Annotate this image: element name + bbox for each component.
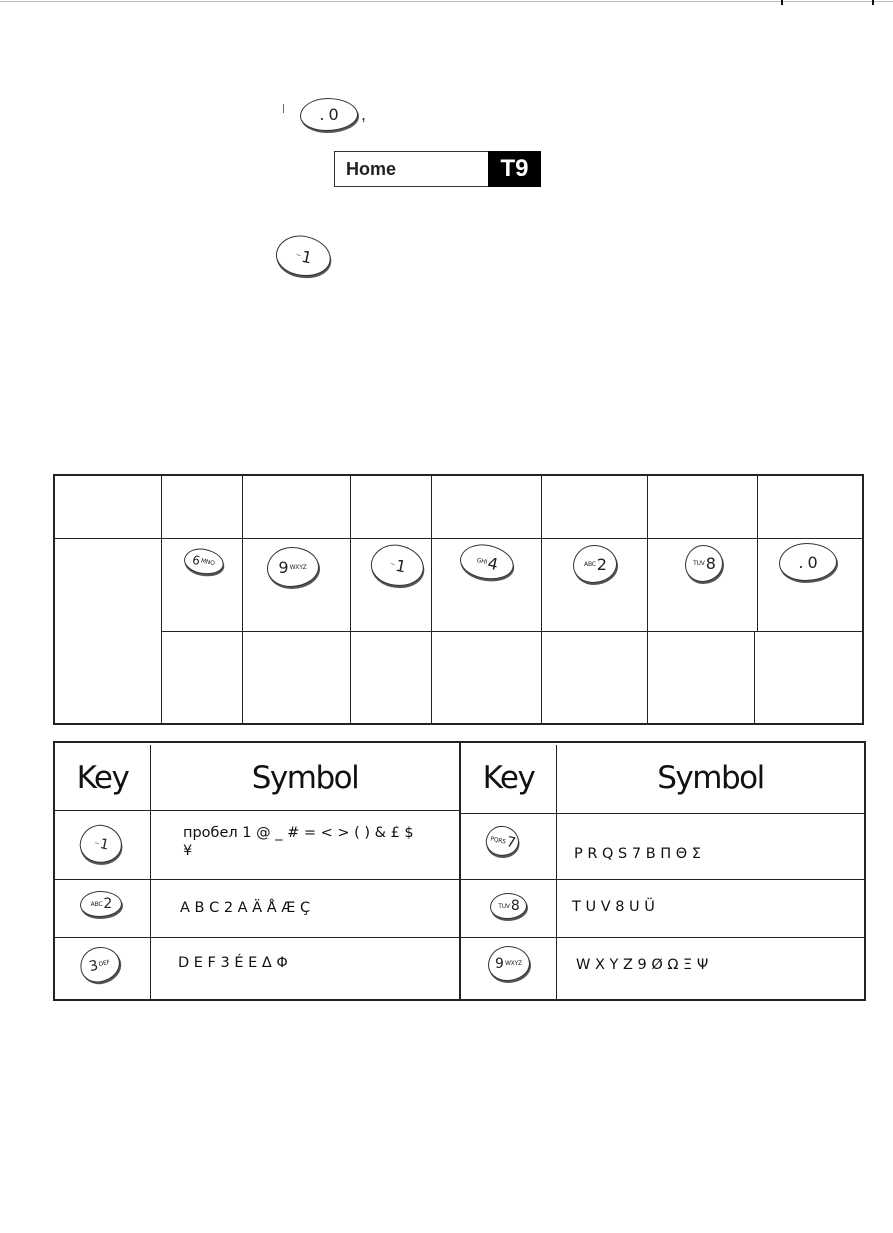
t9-input-bar (334, 151, 541, 187)
grid-col-line (350, 474, 351, 724)
key-main-label: 2 (103, 896, 113, 912)
key-2-icon (573, 545, 617, 583)
key-main-label: 8 (705, 554, 716, 573)
symbols-key-9: W X Y Z 9 Ø Ω Ξ Ψ (576, 957, 709, 973)
key-4-icon (457, 540, 517, 584)
table-key-9-icon (488, 946, 530, 981)
key-small-label: . (798, 552, 804, 572)
key-small-label: WXYZ (289, 563, 307, 571)
key-main-label: 4 (486, 552, 500, 574)
grid-col-line (53, 474, 55, 724)
grid-col-line (647, 474, 648, 724)
key-main-label: 1 (393, 555, 408, 577)
symbols-key-2: A B C 2 A Ä Å Æ Ç (180, 900, 311, 916)
header-key-left: Key (76, 759, 129, 796)
key-small-label: ~ (295, 251, 302, 259)
grid-col-line (431, 474, 432, 724)
key-main-label: 0 (328, 105, 339, 124)
key-zero-icon (300, 98, 358, 131)
key-main-label: 6 (191, 552, 202, 568)
table-row-line (460, 813, 866, 814)
grid-row-line (53, 538, 864, 539)
table-row-line (53, 937, 866, 938)
header-symbol-left: Symbol (251, 759, 359, 796)
key-main-label: 8 (510, 898, 520, 914)
key-main-label: 1 (98, 835, 111, 854)
top-rule-mark (781, 0, 783, 5)
key-1-icon (367, 540, 427, 591)
faint-tick (283, 104, 284, 113)
table-key-3-icon (77, 943, 123, 986)
key-6-icon (182, 545, 226, 578)
key-one-icon (272, 231, 334, 282)
key-main-label: 1 (299, 246, 314, 268)
key-main-label: 9 (278, 557, 289, 577)
table-key-2-icon (80, 891, 122, 917)
grid-col-line (541, 474, 542, 724)
top-rule-line (0, 1, 893, 2)
header-key-right: Key (482, 759, 535, 796)
key-0-icon (779, 543, 837, 581)
key-main-label: 0 (807, 552, 818, 572)
key-main-label: 7 (505, 834, 518, 852)
key-9-icon (267, 547, 319, 587)
symbols-key-3: D E F 3 É E Δ Φ (178, 955, 288, 971)
table-key-1-icon (77, 821, 126, 867)
key-small-label: MNO (200, 557, 216, 568)
key-small-label: . (319, 105, 325, 124)
symbols-key-7: P R Q S 7 B Π Θ Σ (574, 846, 701, 862)
top-rule-mark (872, 0, 874, 5)
key-small-label: GHI (476, 556, 488, 566)
key-small-label: ~ (389, 560, 396, 569)
key-8-icon (685, 545, 723, 582)
grid-col-line (757, 474, 758, 631)
comma: , (361, 104, 367, 124)
table-row-line (53, 810, 460, 811)
table-key-7-icon (483, 823, 522, 859)
key-main-label: 2 (596, 554, 607, 574)
table-border-right (864, 741, 866, 1001)
grid-border-top (53, 474, 864, 476)
key-small-label: ABC (90, 900, 103, 908)
grid-col-line (242, 474, 243, 724)
grid-border-bottom (53, 723, 864, 725)
key-small-label: TUV (693, 560, 705, 567)
grid-col-line (754, 631, 755, 724)
symbols-key-8: T U V 8 U Ü (572, 899, 655, 915)
key-main-label: 9 (495, 955, 504, 972)
symbols-key-1: пробел 1 @ _ # = < > ( ) & £ $ (183, 825, 414, 841)
header-symbol-right: Symbol (657, 759, 764, 796)
grid-col-line (862, 474, 864, 724)
table-key-8-icon (490, 893, 527, 919)
input-mode-label: Home (334, 151, 488, 187)
grid-col-line (161, 474, 162, 724)
key-small-label: ABC (584, 560, 596, 568)
key-small-label: DEF (98, 958, 111, 969)
t9-indicator: T9 (488, 151, 541, 187)
grid-row-line (161, 631, 864, 632)
symbols-key-1-cont: ¥ (183, 843, 193, 859)
key-small-label: PQRS (489, 835, 507, 846)
top-rule (0, 0, 893, 5)
key-small-label: WXYZ (504, 960, 522, 967)
key-small-label: ~ (93, 839, 100, 847)
key-main-label: 3 (87, 957, 100, 975)
table-row-line (53, 879, 866, 880)
key-small-label: TUV (498, 902, 510, 910)
